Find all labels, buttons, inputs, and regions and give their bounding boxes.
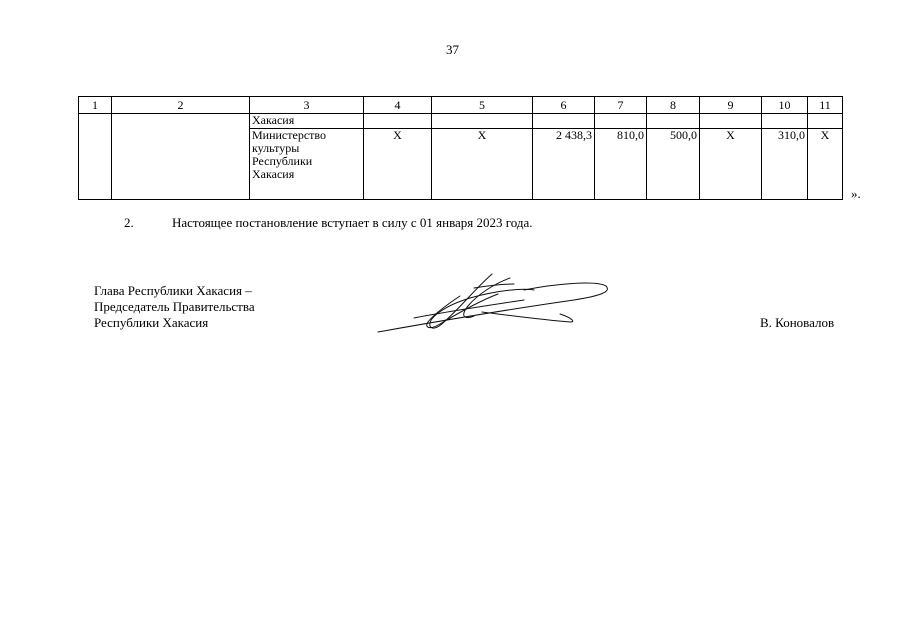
table-cell bbox=[364, 114, 432, 129]
table-cell bbox=[432, 114, 533, 129]
table-cell bbox=[762, 114, 808, 129]
table-cell bbox=[647, 114, 700, 129]
table-cell: 810,0 bbox=[595, 129, 647, 200]
clause-paragraph bbox=[124, 215, 533, 231]
column-header: 9 bbox=[700, 97, 762, 114]
clause-text: Настоящее постановление вступает в силу с 01 января 2023 года. bbox=[172, 215, 533, 230]
table-cell bbox=[79, 114, 112, 200]
page-number: 37 bbox=[446, 42, 459, 57]
column-header: 2 bbox=[112, 97, 250, 114]
closing-quote: ». bbox=[851, 186, 861, 201]
signatory-title-line: Республики Хакасия bbox=[94, 315, 209, 330]
table-cell: 500,0 bbox=[647, 129, 700, 200]
cell-line: Хакасия bbox=[252, 167, 295, 181]
cell-line: Республики bbox=[252, 154, 313, 168]
clause-number: 2. bbox=[124, 215, 134, 230]
signatory-title bbox=[94, 283, 255, 331]
column-header: 8 bbox=[647, 97, 700, 114]
column-header: 7 bbox=[595, 97, 647, 114]
budget-table bbox=[78, 96, 843, 200]
table-cell: Хакасия bbox=[250, 114, 364, 129]
table-row bbox=[79, 114, 843, 129]
cell-line: Министерство bbox=[252, 128, 326, 142]
table-cell bbox=[112, 114, 250, 200]
column-header: 1 bbox=[79, 97, 112, 114]
cell-line: культуры bbox=[252, 141, 300, 155]
column-header: 6 bbox=[533, 97, 595, 114]
table-header-row bbox=[79, 97, 843, 114]
table-cell bbox=[808, 114, 843, 129]
table-cell: Х bbox=[808, 129, 843, 200]
table-cell: 2 438,3 bbox=[533, 129, 595, 200]
table-cell bbox=[250, 129, 364, 200]
table-cell bbox=[595, 114, 647, 129]
table-cell: Х bbox=[700, 129, 762, 200]
column-header: 4 bbox=[364, 97, 432, 114]
signatory-name: В. Коновалов bbox=[760, 315, 835, 330]
table-cell bbox=[700, 114, 762, 129]
column-header: 3 bbox=[250, 97, 364, 114]
signatory-title-line: Председатель Правительства bbox=[94, 299, 255, 314]
column-header: 11 bbox=[808, 97, 843, 114]
table-cell bbox=[533, 114, 595, 129]
table-cell: 310,0 bbox=[762, 129, 808, 200]
signatory-title-line: Глава Республики Хакасия – bbox=[94, 283, 252, 298]
table-cell: Х bbox=[364, 129, 432, 200]
handwritten-signature bbox=[374, 266, 614, 338]
column-header: 10 bbox=[762, 97, 808, 114]
column-header: 5 bbox=[432, 97, 533, 114]
table-cell: Х bbox=[432, 129, 533, 200]
